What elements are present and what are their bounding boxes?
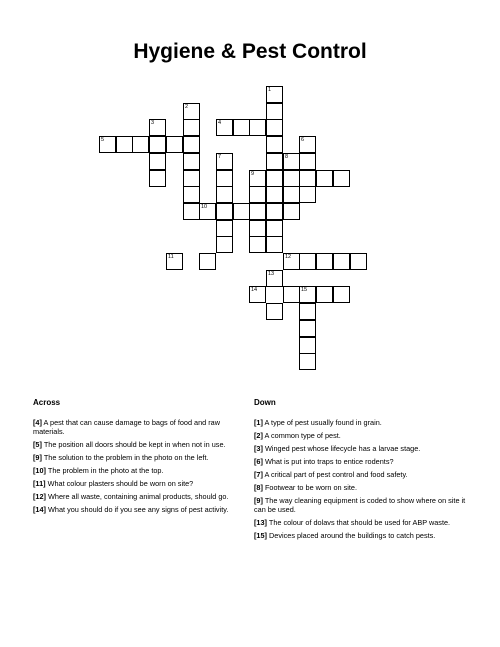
- clue-number: [9]: [254, 496, 263, 505]
- down-clue: [254, 431, 474, 440]
- down-clue-list: [254, 418, 474, 540]
- crossword-cell[interactable]: [266, 103, 283, 120]
- cell-number: 14: [251, 287, 258, 293]
- down-clue: [254, 444, 474, 453]
- crossword-cell[interactable]: [299, 337, 316, 354]
- crossword-cell[interactable]: [216, 119, 233, 136]
- crossword-cell[interactable]: [266, 270, 283, 287]
- clue-text: Devices placed around the buildings to catch pests.: [266, 531, 436, 540]
- clue-text: A pest that can cause damage to bags of food and raw materials.: [33, 418, 221, 436]
- crossword-cell[interactable]: [216, 220, 233, 237]
- clue-text: The colour of dolavs that should be used for ABP waste.: [266, 518, 451, 527]
- crossword-cell[interactable]: [183, 136, 200, 153]
- crossword-cell[interactable]: [333, 170, 350, 187]
- crossword-cell[interactable]: [183, 119, 200, 136]
- crossword-cell[interactable]: [249, 286, 266, 303]
- cell-number: 15: [301, 287, 308, 293]
- clue-text: Where all waste, containing animal products, should go.: [45, 492, 229, 501]
- crossword-cell[interactable]: [216, 170, 233, 187]
- crossword-cell[interactable]: [333, 286, 350, 303]
- clue-number: [3]: [254, 444, 263, 453]
- crossword-cell[interactable]: [216, 236, 233, 253]
- down-heading: Down: [254, 398, 276, 407]
- across-clue: [33, 466, 253, 475]
- crossword-cell[interactable]: [266, 303, 283, 320]
- crossword-cell[interactable]: [183, 170, 200, 187]
- crossword-cell[interactable]: [283, 253, 300, 270]
- cell-number: 11: [168, 254, 174, 260]
- clue-text: Footwear to be worn on site.: [262, 483, 358, 492]
- cell-number: 1: [268, 87, 272, 93]
- down-clue: [254, 531, 474, 540]
- clue-text: The solution to the problem in the photo on the left.: [41, 453, 209, 462]
- clue-number: [12]: [33, 492, 46, 501]
- crossword-cell[interactable]: [299, 286, 316, 303]
- crossword-cell[interactable]: [199, 253, 216, 270]
- crossword-cell[interactable]: [316, 286, 333, 303]
- crossword-cell[interactable]: [233, 203, 250, 220]
- crossword-cell[interactable]: [283, 186, 300, 203]
- crossword-cell[interactable]: [299, 320, 316, 337]
- clue-text: The position all doors should be kept in when not in use.: [41, 440, 226, 449]
- clue-number: [13]: [254, 518, 267, 527]
- crossword-cell[interactable]: [266, 186, 283, 203]
- crossword-cell[interactable]: [249, 203, 266, 220]
- clue-text: A type of pest usually found in grain.: [262, 418, 382, 427]
- cell-number: 13: [268, 271, 275, 277]
- clue-text: The problem in the photo at the top.: [45, 466, 164, 475]
- across-clue: [33, 453, 253, 462]
- crossword-cell[interactable]: [316, 253, 333, 270]
- crossword-cell[interactable]: [266, 86, 283, 103]
- cell-number: 7: [218, 154, 222, 160]
- crossword-cell[interactable]: [299, 136, 316, 153]
- clue-number: [8]: [254, 483, 263, 492]
- crossword-cell[interactable]: [350, 253, 367, 270]
- crossword-cell[interactable]: [266, 220, 283, 237]
- crossword-cell[interactable]: [299, 170, 316, 187]
- crossword-cell[interactable]: [299, 303, 316, 320]
- crossword-cell[interactable]: [149, 136, 166, 153]
- cell-number: 2: [185, 104, 189, 110]
- crossword-cell[interactable]: [266, 203, 283, 220]
- crossword-cell[interactable]: [132, 136, 149, 153]
- across-clue: [33, 505, 253, 514]
- crossword-cell[interactable]: [266, 170, 283, 187]
- clue-text: A common type of pest.: [262, 431, 341, 440]
- crossword-cell[interactable]: [149, 170, 166, 187]
- crossword-cell[interactable]: [216, 203, 233, 220]
- cell-number: 10: [201, 204, 208, 210]
- crossword-cell[interactable]: [299, 153, 316, 170]
- across-clues: [33, 398, 253, 518]
- cell-number: 12: [285, 254, 292, 260]
- cell-number: 6: [301, 137, 305, 143]
- clue-text: What colour plasters should be worn on site?: [45, 479, 194, 488]
- crossword-cell[interactable]: [233, 119, 250, 136]
- crossword-cell[interactable]: [333, 253, 350, 270]
- down-clue: [254, 457, 474, 466]
- crossword-cell[interactable]: [266, 119, 283, 136]
- down-clue: [254, 470, 474, 479]
- crossword-cell[interactable]: [183, 203, 200, 220]
- down-clue: [254, 483, 474, 492]
- page-title: Hygiene & Pest Control: [133, 40, 367, 63]
- crossword-cell[interactable]: [183, 186, 200, 203]
- crossword-cell[interactable]: [249, 119, 266, 136]
- clue-text: A critical part of pest control and food safety.: [262, 470, 408, 479]
- clue-text: The way cleaning equipment is coded to show where on site it can be used.: [254, 496, 466, 514]
- crossword-cell[interactable]: [149, 153, 166, 170]
- crossword-cell[interactable]: [199, 203, 216, 220]
- crossword-cell[interactable]: [183, 103, 200, 120]
- crossword-cell[interactable]: [166, 253, 183, 270]
- crossword-cell[interactable]: [216, 153, 233, 170]
- crossword-cell[interactable]: [249, 236, 266, 253]
- down-clue: [254, 496, 474, 514]
- cell-number: 5: [101, 137, 105, 143]
- cell-number: 9: [251, 171, 255, 177]
- clue-number: [5]: [33, 440, 42, 449]
- crossword-cell[interactable]: [299, 353, 316, 370]
- crossword-cell[interactable]: [283, 203, 300, 220]
- clue-text: What you should do if you see any signs of pest activity.: [45, 505, 229, 514]
- clue-number: [1]: [254, 418, 263, 427]
- crossword-cell[interactable]: [249, 220, 266, 237]
- cell-number: 4: [218, 120, 222, 126]
- crossword-cell[interactable]: [183, 153, 200, 170]
- across-clue-list: [33, 418, 253, 514]
- crossword-cell[interactable]: [283, 153, 300, 170]
- crossword-cell[interactable]: [266, 136, 283, 153]
- clue-number: [15]: [254, 531, 267, 540]
- across-clue: [33, 492, 253, 501]
- across-clue: [33, 418, 253, 436]
- across-clue: [33, 479, 253, 488]
- across-heading: Across: [33, 398, 61, 407]
- crossword-cell[interactable]: [266, 236, 283, 253]
- clue-number: [4]: [33, 418, 42, 427]
- clue-number: [11]: [33, 479, 46, 488]
- crossword-cell[interactable]: [266, 153, 283, 170]
- clue-number: [14]: [33, 505, 46, 514]
- clue-text: Winged pest whose lifecycle has a larvae stage.: [262, 444, 421, 453]
- crossword-cell[interactable]: [249, 186, 266, 203]
- clue-text: What is put into traps to entice rodents?: [262, 457, 394, 466]
- clue-number: [7]: [254, 470, 263, 479]
- clue-number: [10]: [33, 466, 46, 475]
- crossword-cell[interactable]: [299, 186, 316, 203]
- crossword-cell[interactable]: [99, 136, 116, 153]
- clue-number: [6]: [254, 457, 263, 466]
- cell-number: 3: [151, 120, 155, 126]
- clue-number: [9]: [33, 453, 42, 462]
- crossword-cell[interactable]: [216, 186, 233, 203]
- crossword-cell[interactable]: [283, 170, 300, 187]
- down-clue: [254, 418, 474, 427]
- down-clue: [254, 518, 474, 527]
- down-clues: [254, 398, 474, 544]
- crossword-cell[interactable]: [316, 170, 333, 187]
- clue-number: [2]: [254, 431, 263, 440]
- crossword-cell[interactable]: [166, 136, 183, 153]
- crossword-cell[interactable]: [283, 286, 300, 303]
- across-clue: [33, 440, 253, 449]
- crossword-cell[interactable]: [116, 136, 133, 153]
- crossword-cell[interactable]: [299, 253, 316, 270]
- cell-number: 8: [285, 154, 289, 160]
- crossword-cell[interactable]: [149, 119, 166, 136]
- crossword-cell[interactable]: [249, 170, 266, 187]
